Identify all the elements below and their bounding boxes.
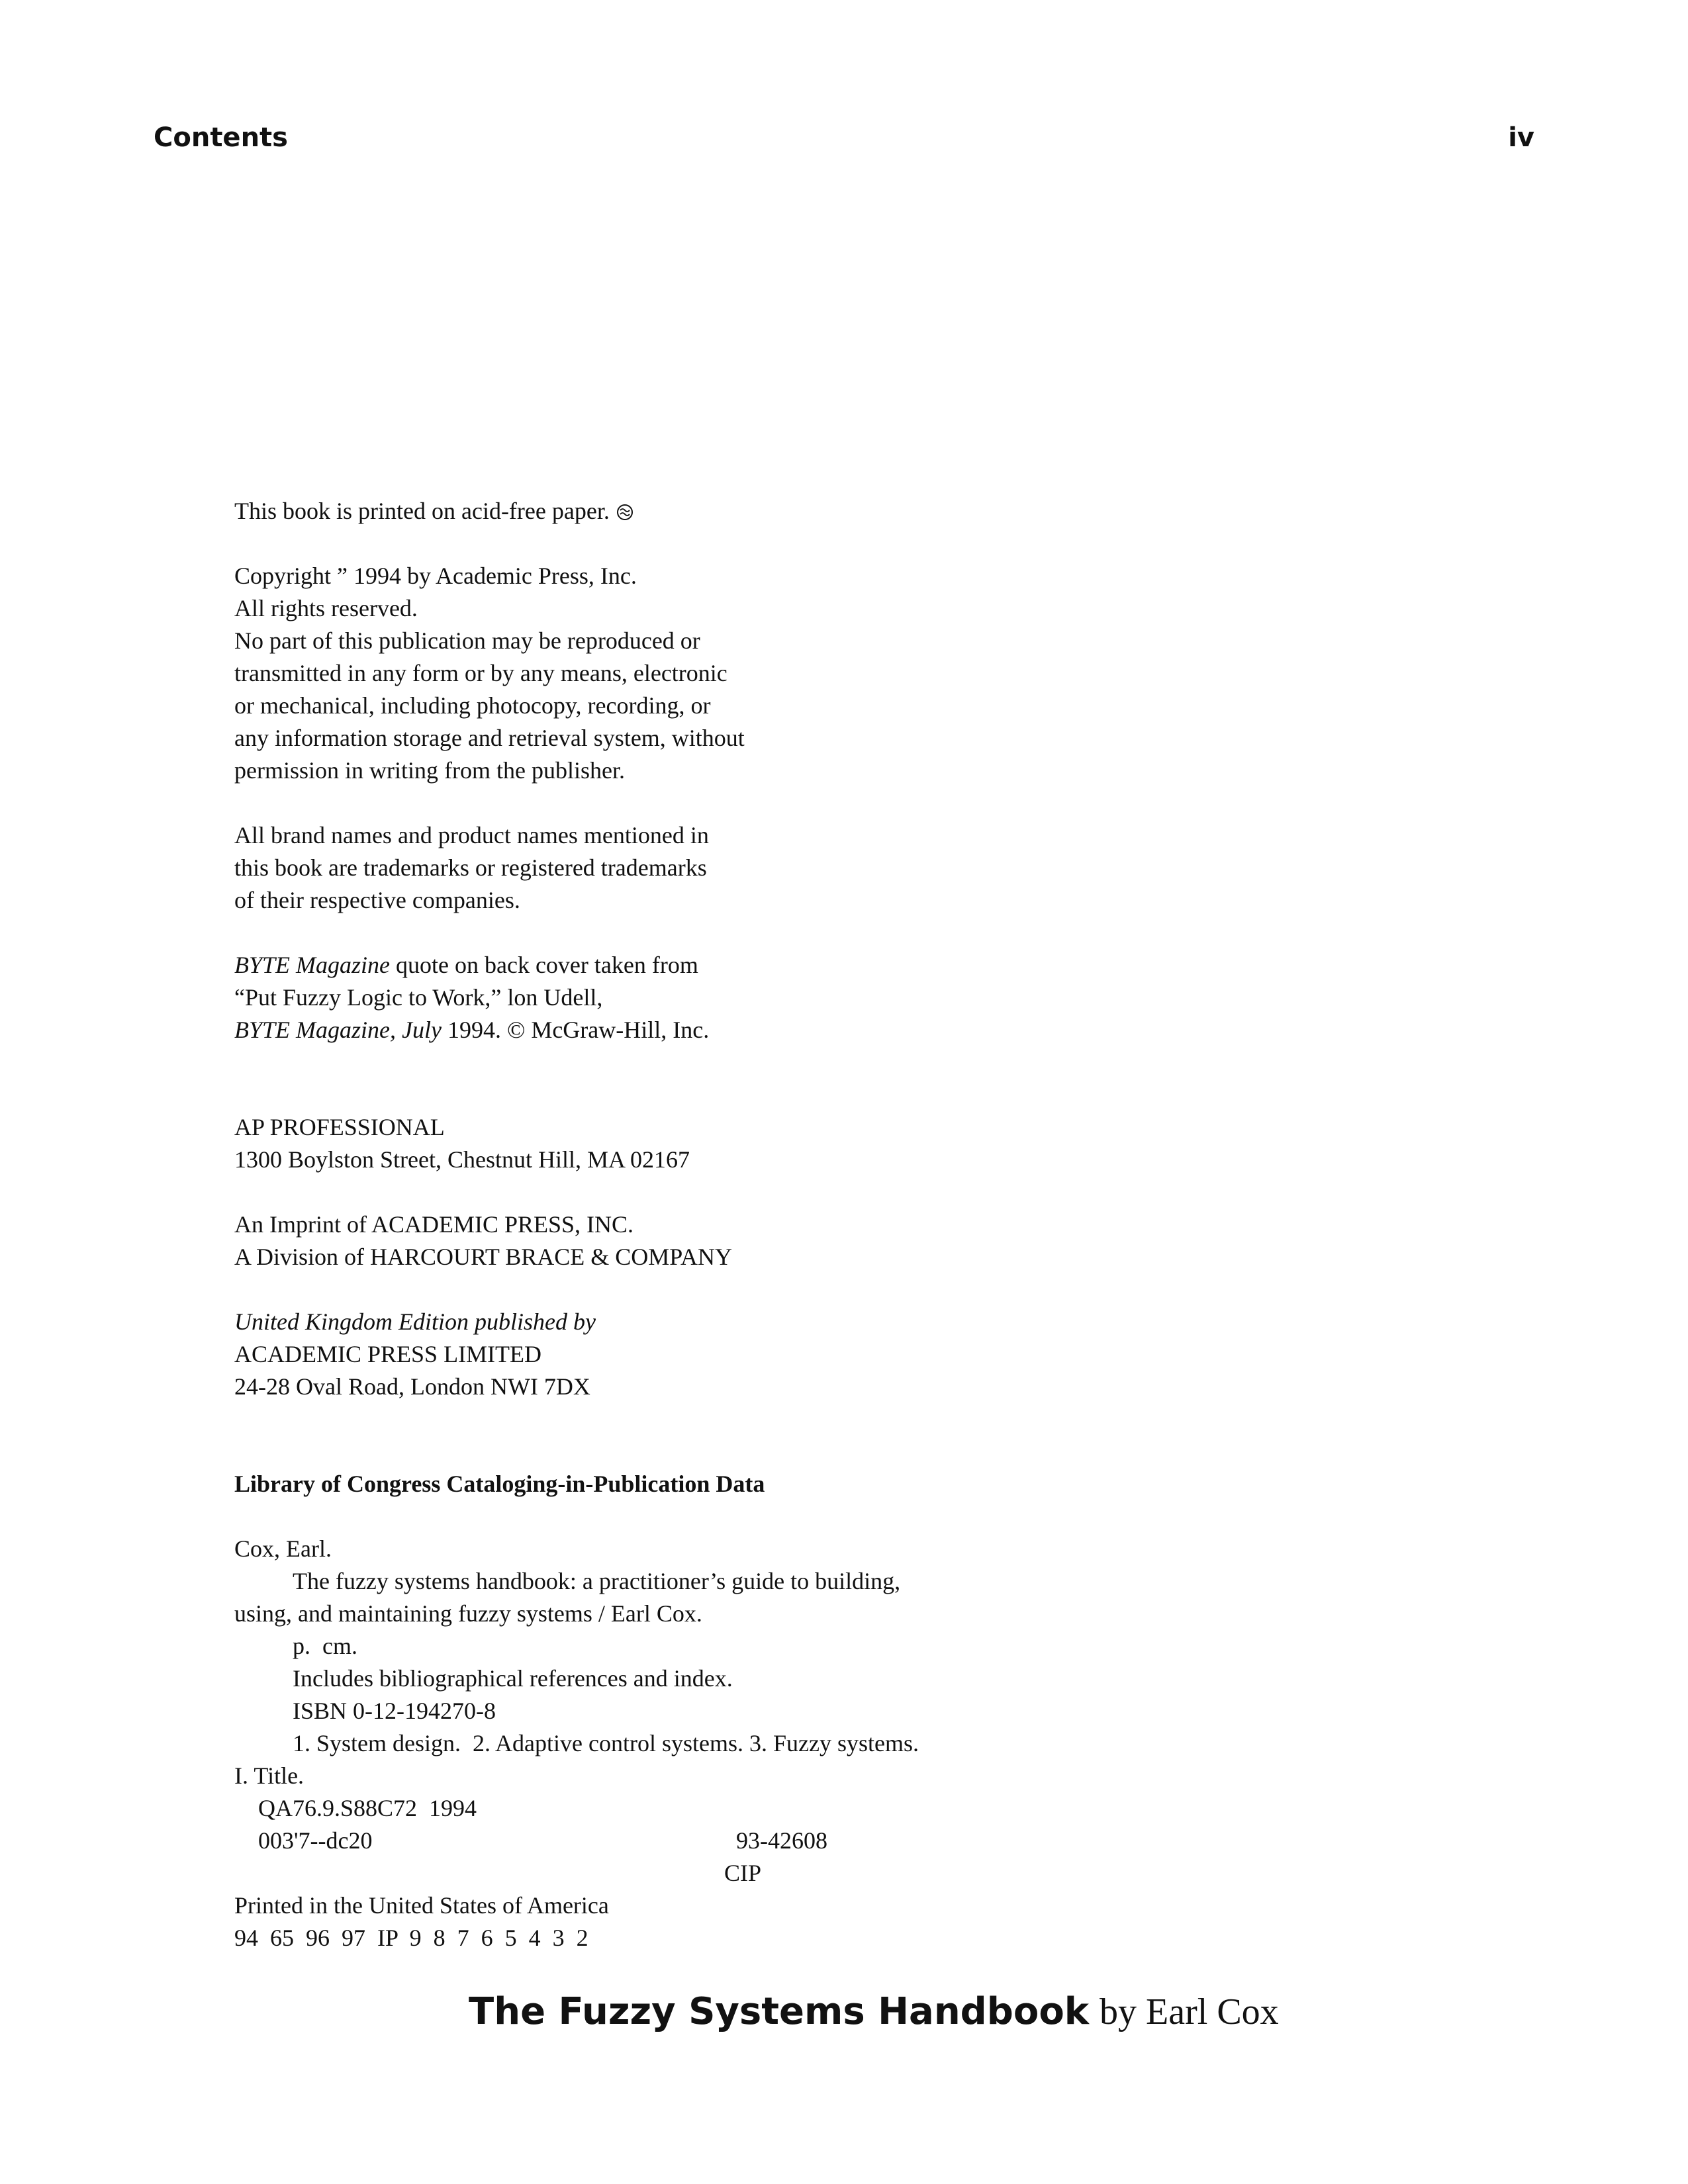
catalog-title-line-1: The fuzzy systems handbook: a practitioner’s guide to building, bbox=[293, 1568, 901, 1594]
uk-edition-line: United Kingdom Edition published by bbox=[234, 1308, 596, 1335]
byte-credit-line-1 bbox=[234, 949, 1492, 981]
catalog-cip: CIP bbox=[724, 1860, 762, 1886]
acid-free-line bbox=[234, 495, 1492, 527]
permission-line-2: transmitted in any form or by any means, electronic bbox=[234, 660, 727, 686]
acid-free-text: This book is printed on acid-free paper. bbox=[234, 498, 610, 524]
book-title: The Fuzzy Systems Handbook bbox=[469, 1990, 1090, 2033]
publisher-address: 1300 Boylston Street, Chestnut Hill, MA 02167 bbox=[234, 1146, 690, 1173]
page-number: iv bbox=[1508, 122, 1534, 153]
catalog-call-number: QA76.9.S88C72 1994 bbox=[258, 1795, 477, 1821]
catalog-title-line-2: using, and maintaining fuzzy systems / Earl Cox. bbox=[234, 1600, 702, 1627]
trademark-line-2: this book are trademarks or registered trademarks bbox=[234, 854, 707, 881]
running-footer bbox=[469, 1989, 1279, 2044]
publisher-name: AP PROFESSIONAL bbox=[234, 1114, 445, 1140]
cataloging-heading: Library of Congress Cataloging-in-Publication Data bbox=[234, 1471, 765, 1497]
catalog-title-entry: I. Title. bbox=[234, 1762, 305, 1789]
catalog-includes: Includes bibliographical references and index. bbox=[293, 1665, 733, 1692]
catalog-classification-line bbox=[234, 1825, 1492, 1857]
byte-credit-text: quote on back cover taken from bbox=[390, 952, 698, 978]
imprint-line: An Imprint of ACADEMIC PRESS, INC. bbox=[234, 1211, 634, 1238]
byte-credit-year: 1994. © McGraw-Hill, Inc. bbox=[441, 1017, 710, 1043]
catalog-subjects: 1. System design. 2. Adaptive control systems. 3. Fuzzy systems. bbox=[293, 1730, 919, 1756]
permission-line-5: permission in writing from the publisher. bbox=[234, 757, 625, 784]
catalog-pages: p. cm. bbox=[293, 1633, 357, 1659]
rights-line: All rights reserved. bbox=[234, 595, 418, 621]
byte-credit-line-2: “Put Fuzzy Logic to Work,” lon Udell, bbox=[234, 984, 603, 1011]
uk-publisher-name: ACADEMIC PRESS LIMITED bbox=[234, 1341, 542, 1367]
printed-in-line: Printed in the United States of America bbox=[234, 1892, 609, 1919]
book-author: by Earl Cox bbox=[1100, 1991, 1279, 2032]
copyright-line: Copyright ” 1994 by Academic Press, Inc. bbox=[234, 563, 637, 589]
copyright-page-body bbox=[234, 495, 1492, 1954]
division-line: A Division of HARCOURT BRACE & COMPANY bbox=[234, 1244, 732, 1270]
trademark-line-1: All brand names and product names mentioned in bbox=[234, 822, 709, 848]
permission-line-4: any information storage and retrieval system, without bbox=[234, 725, 745, 751]
printing-numbers: 94 65 96 97 IP 9 8 7 6 5 4 3 2 bbox=[234, 1925, 588, 1951]
permission-line-1: No part of this publication may be reproduced or bbox=[234, 627, 700, 654]
trademark-line-3: of their respective companies. bbox=[234, 887, 520, 913]
uk-publisher-address: 24-28 Oval Road, London NWI 7DX bbox=[234, 1373, 590, 1400]
byte-magazine-issue: BYTE Magazine, July bbox=[234, 1017, 442, 1043]
catalog-isbn: ISBN 0-12-194270-8 bbox=[293, 1698, 496, 1724]
permission-line-3: or mechanical, including photocopy, recording, or bbox=[234, 692, 711, 719]
catalog-lccn: 93-42608 bbox=[736, 1827, 827, 1854]
acid-free-paper-icon bbox=[616, 504, 633, 521]
byte-credit-line-3 bbox=[234, 1014, 1492, 1046]
running-header-section: Contents bbox=[154, 122, 288, 153]
catalog-author: Cox, Earl. bbox=[234, 1535, 332, 1562]
byte-magazine-title: BYTE Magazine bbox=[234, 952, 391, 978]
catalog-dewey: 003'7--dc20 bbox=[258, 1827, 373, 1854]
